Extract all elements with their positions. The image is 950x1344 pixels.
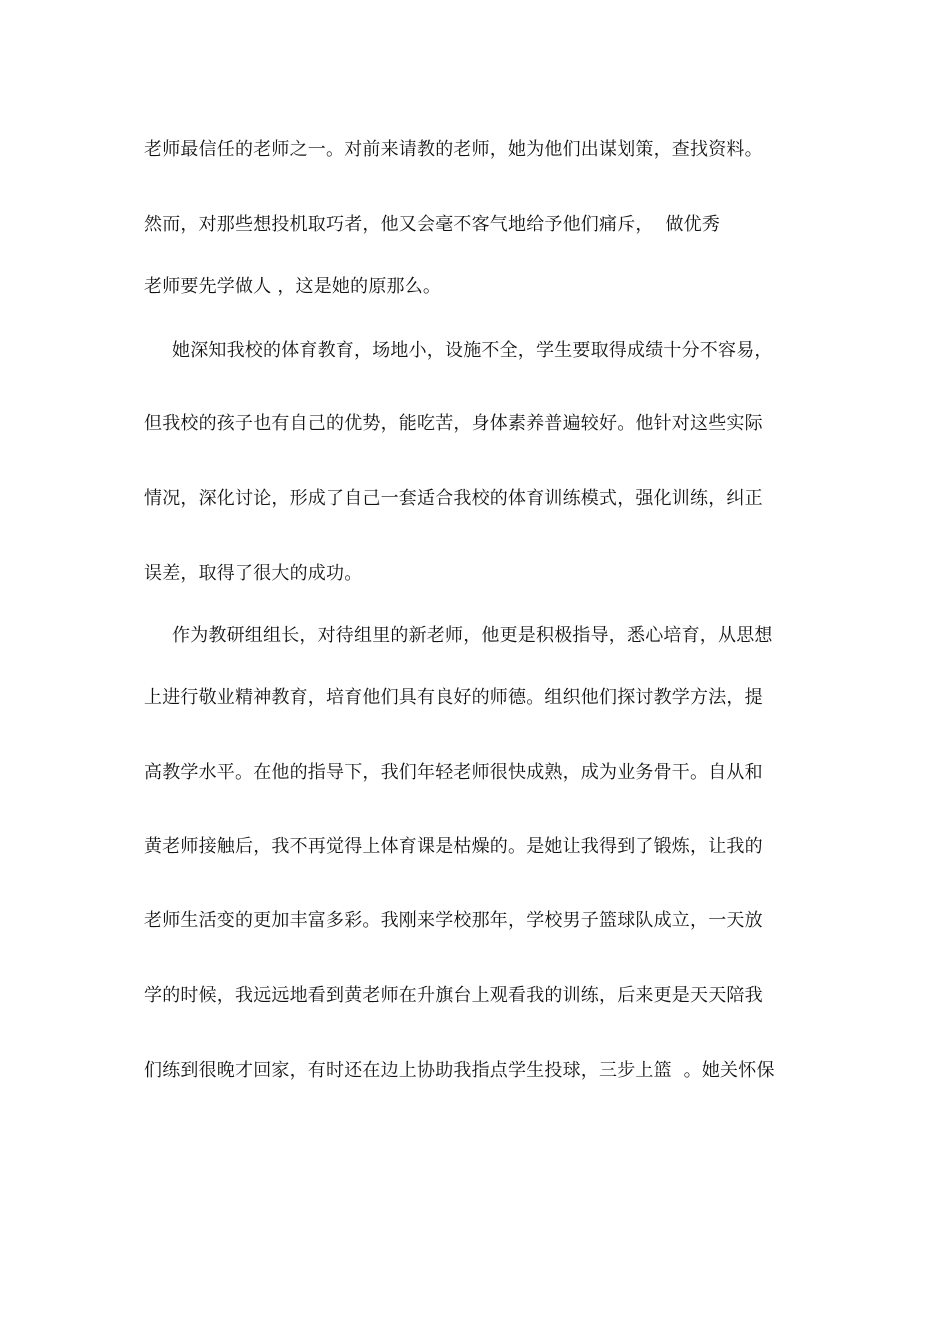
text-line: 老师要先学做人 ，这是她的原那么。 [144,276,442,297]
paragraph-first-line: 作为教研组组长，对待组里的新老师，他更是积极指导，悉心培育，从思想 [172,625,773,646]
text-line: 误差，取得了很大的成功。 [144,563,363,584]
paragraph-first-line: 她深知我校的体育教育，场地小，设施不全，学生要取得成绩十分不容易， [172,340,773,361]
text-line: 学的时候，我远远地看到黄老师在升旗台上观看我的训练，后来更是天天陪我 [144,985,763,1006]
text-line: 然而，对那些想投机取巧者，他又会毫不客气地给予他们痛斥， 做优秀 [144,214,721,235]
text-line: 黄老师接触后，我不再觉得上体育课是枯燥的。是她让我得到了锻炼，让我的 [144,836,763,857]
text-line: 老师生活变的更加丰富多彩。我刚来学校那年，学校男子篮球队成立，一天放 [144,910,763,931]
text-line: 上进行敬业精神教育，培育他们具有良好的师德。组织他们探讨教学方法，提 [144,687,763,708]
text-line: 高教学水平。在他的指导下，我们年轻老师很快成熟，成为业务骨干。自从和 [144,762,763,783]
text-line: 情况，深化讨论，形成了自己一套适合我校的体育训练模式，强化训练，纠正 [144,488,763,509]
text-line: 但我校的孩子也有自己的优势，能吃苦，身体素养普遍较好。他针对这些实际 [144,413,763,434]
text-line: 老师最信任的老师之一。对前来请教的老师，她为他们出谋划策，查找资料。 [144,139,763,160]
text-line: 们练到很晚才回家，有时还在边上协助我指点学生投球，三步上篮 。她关怀保 [144,1060,775,1081]
